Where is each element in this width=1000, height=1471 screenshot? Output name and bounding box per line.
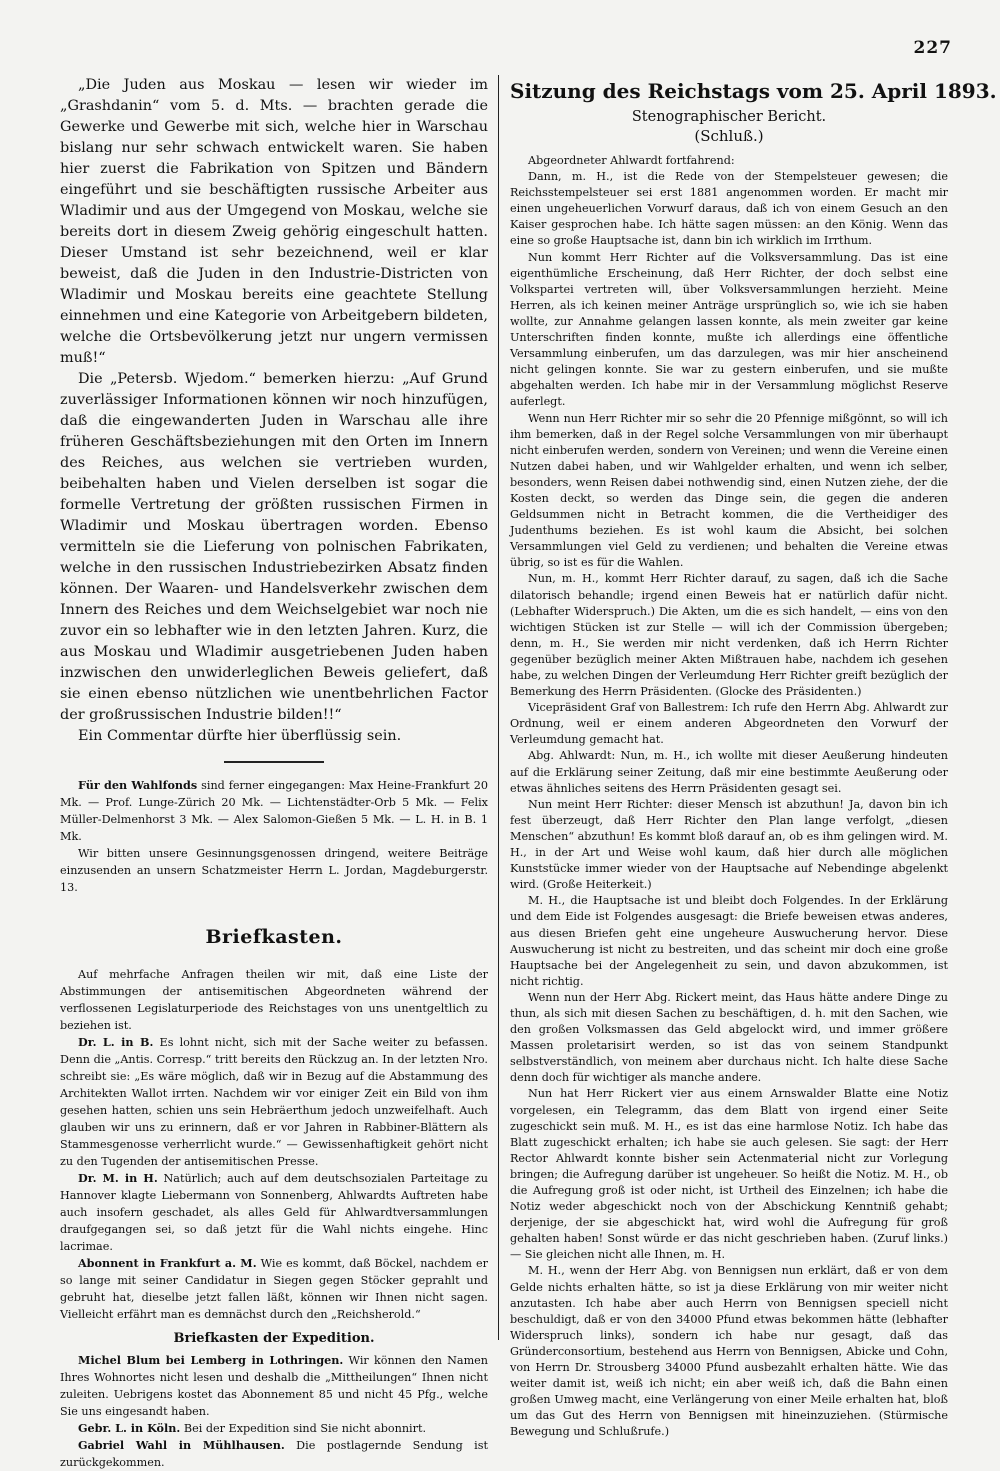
expedition-text: Bei der Expedition sind Sie nicht abonnirt. <box>183 1422 427 1435</box>
session-continuation-note: (Schluß.) <box>694 127 764 145</box>
expedition-recipient: Gebr. L. in Köln. <box>78 1421 181 1435</box>
speech-paragraph: M. H., wenn der Herr Abg. von Bennigsen nun erklärt, daß er von dem Gelde nichts erhalten hätte, so ist ja diese Erklärung von mir weiter nicht anzutasten. Ich habe aber auch Herrn von Bennigsen speciell nicht beschuldigt, daß er von den 34000 Pfund etwas bekommen hätte (lebhafter Widerspruch links), sondern ich habe nur gesagt, daß das Gründerconsortium, bestehend aus Herrn von Bennigsen, Abicke und Cohn, von Herrn Dr. Strousberg 34000 Pfund ausbezahlt erhalten hätte. Wie das weiter damit ist, weiß ich nicht; ein aber weiß ich, daß die Bahn einen großen Umweg macht, eine Verlängerung von einer Meile erhalten hat, bloß um das Gut des Herrn von Bennigsen mit hineinzuziehen. (Stürmische Bewegung und Schlußrufe.) <box>510 1264 948 1439</box>
letter-recipient: Dr. M. in H. <box>78 1171 158 1185</box>
speech-paragraph: Abg. Ahlwardt: Nun, m. H., ich wollte mit dieser Aeußerung hindeuten auf die Erklärung seiner Zeitung, daß mir eine bestimmte Aeußerung oder etwas ähnliches seitens des Herrn Präsidenten gesagt sei. <box>510 749 948 795</box>
speech-paragraph: Abgeordneter Ahlwardt fortfahrend: <box>528 154 735 167</box>
speech-paragraph: Nun meint Herr Richter: dieser Mensch ist abzuthun! Ja, davon bin ich fest überzeugt, daß Herr Richter den Plan lange verfolgt, „diesen Menschen“ abzuthun! Es kommt bloß darauf an, ob es ihm gelingen wird. M. H., in der Art und Weise wohl kaum, daß hier durch alle möglichen Kunststücke immer wieder von der Hauptsache auf Nebendinge abgelenkt wird. (Große Heiterkeit.) <box>510 797 948 892</box>
speech-paragraph: Nun hat Herr Rickert vier aus einem Arnswalder Blatte eine Notiz vorgelesen, ein Telegramm, das dem Blatt von irgend einer Seite zugeschickt sein muß. M. H., es ist das eine harmlose Notiz. Ich habe das Blatt zugeschickt erhalten; ich habe sie auch gelesen. Sie sagt: der Herr Rector Ahlwardt konnte bisher sein Actenmaterial nicht zur Vorlegung bringen; die Aufregung darüber ist ungeheuer. So heißt die Notiz. M. H., ob die Aufregung groß ist oder nicht, ist Urtheil des Einzelnen; ich habe die Notiz weder abgeschickt noch von der Abschickung Kenntniß gehabt; derjenige, der sie abgeschickt hat, wird wohl die Aufregung für groß gehalten haben! Sonst würde er das nicht geschrieben haben. (Zuruf links.) — Sie gleichen nicht alle Ihnen, m. H. <box>510 1087 948 1262</box>
letter-text: Natürlich; auch auf dem deutschsozialen Parteitage zu Hannover klagte Liebermann von Sonnenberg, Ahlwardts Auftreten habe auch insofern geschadet, als alles Geld für Ahlwardtversammlungen draufgegangen sei, so daß jetzt für die Wahl nichts eingehe. Hinc lacrimae. <box>60 1172 489 1253</box>
letter-text: Wie es kommt, daß Böckel, nachdem er so lange mit seiner Candidatur in Siegen gegen Stöcker geprahlt und gebruht hat, dieselbe jetzt fallen läßt, können wir Ihnen nicht sagen. Vielleicht erfährt man es demnächst durch den „Reichsherold.“ <box>60 1257 488 1321</box>
expedition-item <box>60 1437 488 1471</box>
page-number: 227 <box>913 38 952 58</box>
expedition-text: Wir können den Namen Ihres Wohnortes nicht lesen und deshalb die „Mittheilungen“ Ihnen nicht zuleiten. Uebrigens kostet das Abonnement 85 und nicht 45 Pfg., welche Sie uns eingesandt haben. <box>60 1354 489 1418</box>
speech-paragraph: Nun, m. H., kommt Herr Richter darauf, zu sagen, daß ich die Sache dilatorisch behandle; irgend einen Beweis hat er natürlich dafür nicht. (Lebhafter Widerspruch.) Die Akten, um die es sich handelt, — eins von den wichtigen Stücken ist zur Stelle — will ich der Commission übergeben; denn, m. H., Sie werden mir nicht verdenken, daß ich Herrn Richter gegenüber bezüglich meiner Akten Mißtrauen habe, nachdem ich gesehen habe, zu welchen Dingen der Verleumdung Herr Richter greift bezüglich der Bemerkung des Herrn Präsidenten. (Glocke des Präsidenten.) <box>510 572 948 699</box>
expedition-text: Die postlagernde Sendung ist zurückgekommen. <box>60 1439 488 1469</box>
speech-paragraph: Vicepräsident Graf von Ballestrem: Ich rufe den Herrn Abg. Ahlwardt zur Ordnung, weil er einem anderen Abgeordneten den Vorwurf der Verleumdung gemacht hat. <box>510 701 948 747</box>
speech-paragraph: Nun kommt Herr Richter auf die Volksversammlung. Das ist eine eigenthümliche Erscheinung, daß Herr Richter, der doch selbst eine Volkspartei vertreten will, über Volksversammlungen herzieht. Meine Herren, als ich keinen meiner Anträge ursprünglich so, wie ich sie haben wollte, zur Annahme gelangen lassen konnte, als mein zweiter gar keine Unterschriften finden konnte, mußte ich allerdings eine öffentliche Versammlung einberufen, um das darzulegen, was mir hier anscheinend nicht gelingen konnte. Sie war zu gestern einberufen, und sie mußte abgehalten werden. Ich habe mir in der Versammlung möglichst Reserve auferlegt. <box>510 250 948 409</box>
session-subtitle: Stenographischer Bericht. <box>631 109 827 125</box>
letter-text: Es lohnt nicht, sich mit der Sache weiter zu befassen. Denn die „Antis. Corresp.“ tritt bereits den Rückzug an. In der letzten Nro. schreibt sie: „Es wäre möglich, daß wir in Bezug auf die Abstammung des Architekten Wallot irrten. Nachdem wir vor einiger Zeit ein Bild von ihm gesehen hatten, schien uns sein Hebräerthum jedoch unzweifelhaft. Auch glauben wir uns zu erinnern, daß er vor Jahren in Rabbiner-Blättern als Stammesgenosse verherrlicht wurde.“ — Gewissenhaftigkeit gehört nicht zu den Tugenden der antisemitischen Presse. <box>60 1036 488 1168</box>
letter-item <box>60 1170 488 1255</box>
wahlfonds-appeal: Wir bitten unsere Gesinnungsgenossen dringend, weitere Beiträge einzusenden an unsern Schatzmeister Herrn L. Jordan, Magdeburgerstr. 13. <box>60 847 488 894</box>
letter-recipient: Abonnent in Frankfurt a. M. <box>78 1256 257 1270</box>
section-separator <box>224 761 324 763</box>
letter-recipient: Dr. L. in B. <box>78 1035 154 1049</box>
wahlfonds-notice <box>60 777 488 845</box>
letter-item <box>60 1255 488 1323</box>
wahlfonds-heading: Für den Wahlfonds <box>78 778 198 792</box>
speech-paragraph: Dann, m. H., ist die Rede von der Stempelsteuer gewesen; die Reichsstempelsteuer sei erst 1881 angenommen worden. Er macht mir einen ungeheuerlichen Vorwurf daraus, daß ich von einem Gesuch an den Kaiser gesprochen habe. Ich hätte sagen müssen: an den König. Wenn das eine so große Hauptsache ist, dann bin ich wirklich im Irrthum. <box>510 170 948 248</box>
column-divider <box>498 75 499 1340</box>
expedition-heading: Briefkasten der Expedition. <box>173 1331 375 1346</box>
left-column <box>60 75 488 1471</box>
expedition-recipient: Gabriel Wahl in Mühlhausen. <box>78 1438 285 1452</box>
speech-paragraph: Wenn nun Herr Richter mir so sehr die 20 Pfennige mißgönnt, so will ich ihm bemerken, daß in der Regel solche Versammlungen von mir überhaupt nicht einberufen werden, sondern von Vereinen; und wenn die Vereine einen Nutzen dabei haben, und wir Wahlgelder erhalten, und wenn ich selber, besonders, wenn Reisen dabei nothwendig sind, einen Nutzen ziehe, der die Kosten deckt, so werden das Dinge sein, die gegen die anderen Geldsummen nicht in Betracht kommen, die die Vertheidiger des Judenthums beziehen. Es ist wohl kaum die Absicht, bei solchen Versammlungen viel Geld zu verdienen; und behalten die Vereine etwas übrig, so ist es für die Wahlen. <box>510 411 948 570</box>
right-column <box>510 75 997 1441</box>
briefkasten-intro: Auf mehrfache Anfragen theilen wir mit, daß eine Liste der Abstimmungen der antisemitischen Abgeordneten während der verflossenen Legislaturperiode des Reichstages von uns unentgeltlich zu beziehen ist. <box>60 968 488 1032</box>
expedition-item <box>60 1420 488 1437</box>
expedition-item <box>60 1352 488 1420</box>
session-title: Sitzung des Reichstags vom 25. April 1893. <box>510 79 997 103</box>
speech-paragraph: Wenn nun der Herr Abg. Rickert meint, das Haus hätte andere Dinge zu thun, als sich mit diesen Sachen zu beschäftigen, d. h. mit den Sachen, wie den großen Volksmassen das Geld abgelockt wird, und immer größere Massen proletarisirt werden, so ist das von seinem Standpunkt selbstverständlich, von meinem aber durchaus nicht. Ich halte diese Sache denn doch für wichtiger als manche andere. <box>510 990 948 1085</box>
moscow-paragraph: „Die Juden aus Moskau — lesen wir wieder im „Grashdanin“ vom 5. d. Mts. — brachten gerade die Gewerke und Gewerbe mit sich, welche hier in Warschau bislang nur sehr schwach entwickelt waren. Sie haben hier zuerst die Fabrikation von Spitzen und Bändern eingeführt und sie beschäftigten russische Arbeiter aus Wladimir und aus der Umgegend von Moskau, welche sie bereits dort in diesem Zweig gehörig eingeschult hatten. Dieser Umstand ist sehr bezeichnend, weil er klar beweist, daß die Juden in den Industrie-Districten von Wladimir und Moskau bereits eine geachtete Stellung einnehmen und eine Kategorie von Arbeitgebern bildeten, welche die Ortsbevölkerung jetzt nur ungern vermissen muß!“ <box>60 77 488 366</box>
petersb-paragraph: Die „Petersb. Wjedom.“ bemerken hierzu: „Auf Grund zuverlässiger Informationen können wir noch hinzufügen, daß die eingewanderten Juden in Warschau alle ihre früheren Geschäftsbeziehungen mit den Orten im Innern des Reiches, aus welchen sie vertrieben wurden, beibehalten haben und Vielen derselben ist sogar die formelle Vertretung der größten russischen Firmen in Wladimir und Moskau übertragen worden. Ebenso vermitteln sie die Lieferung von polnischen Fabrikaten, welche in den russischen Industriebezirken Absatz finden können. Der Waaren- und Handelsverkehr zwischen dem Innern des Reiches und dem Weichselgebiet war noch nie zuvor ein so lebhafter wie in den letzten Jahren. Kurz, die aus Moskau und Wladimir ausgetriebenen Juden haben inzwischen den unwiderleglichen Beweis geliefert, daß sie einen ebenso nützlichen wie unentbehrlichen Factor der großrussischen Industrie bilden!!“ <box>60 371 488 723</box>
letter-item <box>60 1034 488 1170</box>
commentary-line: Ein Commentar dürfte hier überflüssig sein. <box>78 728 402 744</box>
speech-paragraph: M. H., die Hauptsache ist und bleibt doch Folgendes. In der Erklärung und dem Eide ist Folgendes ausgesagt: die Briefe beweisen etwas anderes, aus diesen Briefen geht eine ungeheure Auswucherung hervor. Diese Auswucherung ist nicht zu bestreiten, und das scheint mir doch eine große Hauptsache bei der Angelegenheit zu sein, und davon abzukommen, ist nicht richtig. <box>510 894 948 988</box>
briefkasten-heading: Briefkasten. <box>205 926 343 948</box>
expedition-recipient: Michel Blum bei Lemberg in Lothringen. <box>78 1353 344 1367</box>
wahlfonds-text: sind ferner eingegangen: Max Heine-Frankfurt 20 Mk. — Prof. Lunge-Zürich 20 Mk. — Lichtenstädter-Orb 5 Mk. — Felix Müller-Delmenhorst 3 Mk. — Alex Salomon-Gießen 5 Mk. — L. H. in B. 1 Mk. <box>60 779 488 843</box>
